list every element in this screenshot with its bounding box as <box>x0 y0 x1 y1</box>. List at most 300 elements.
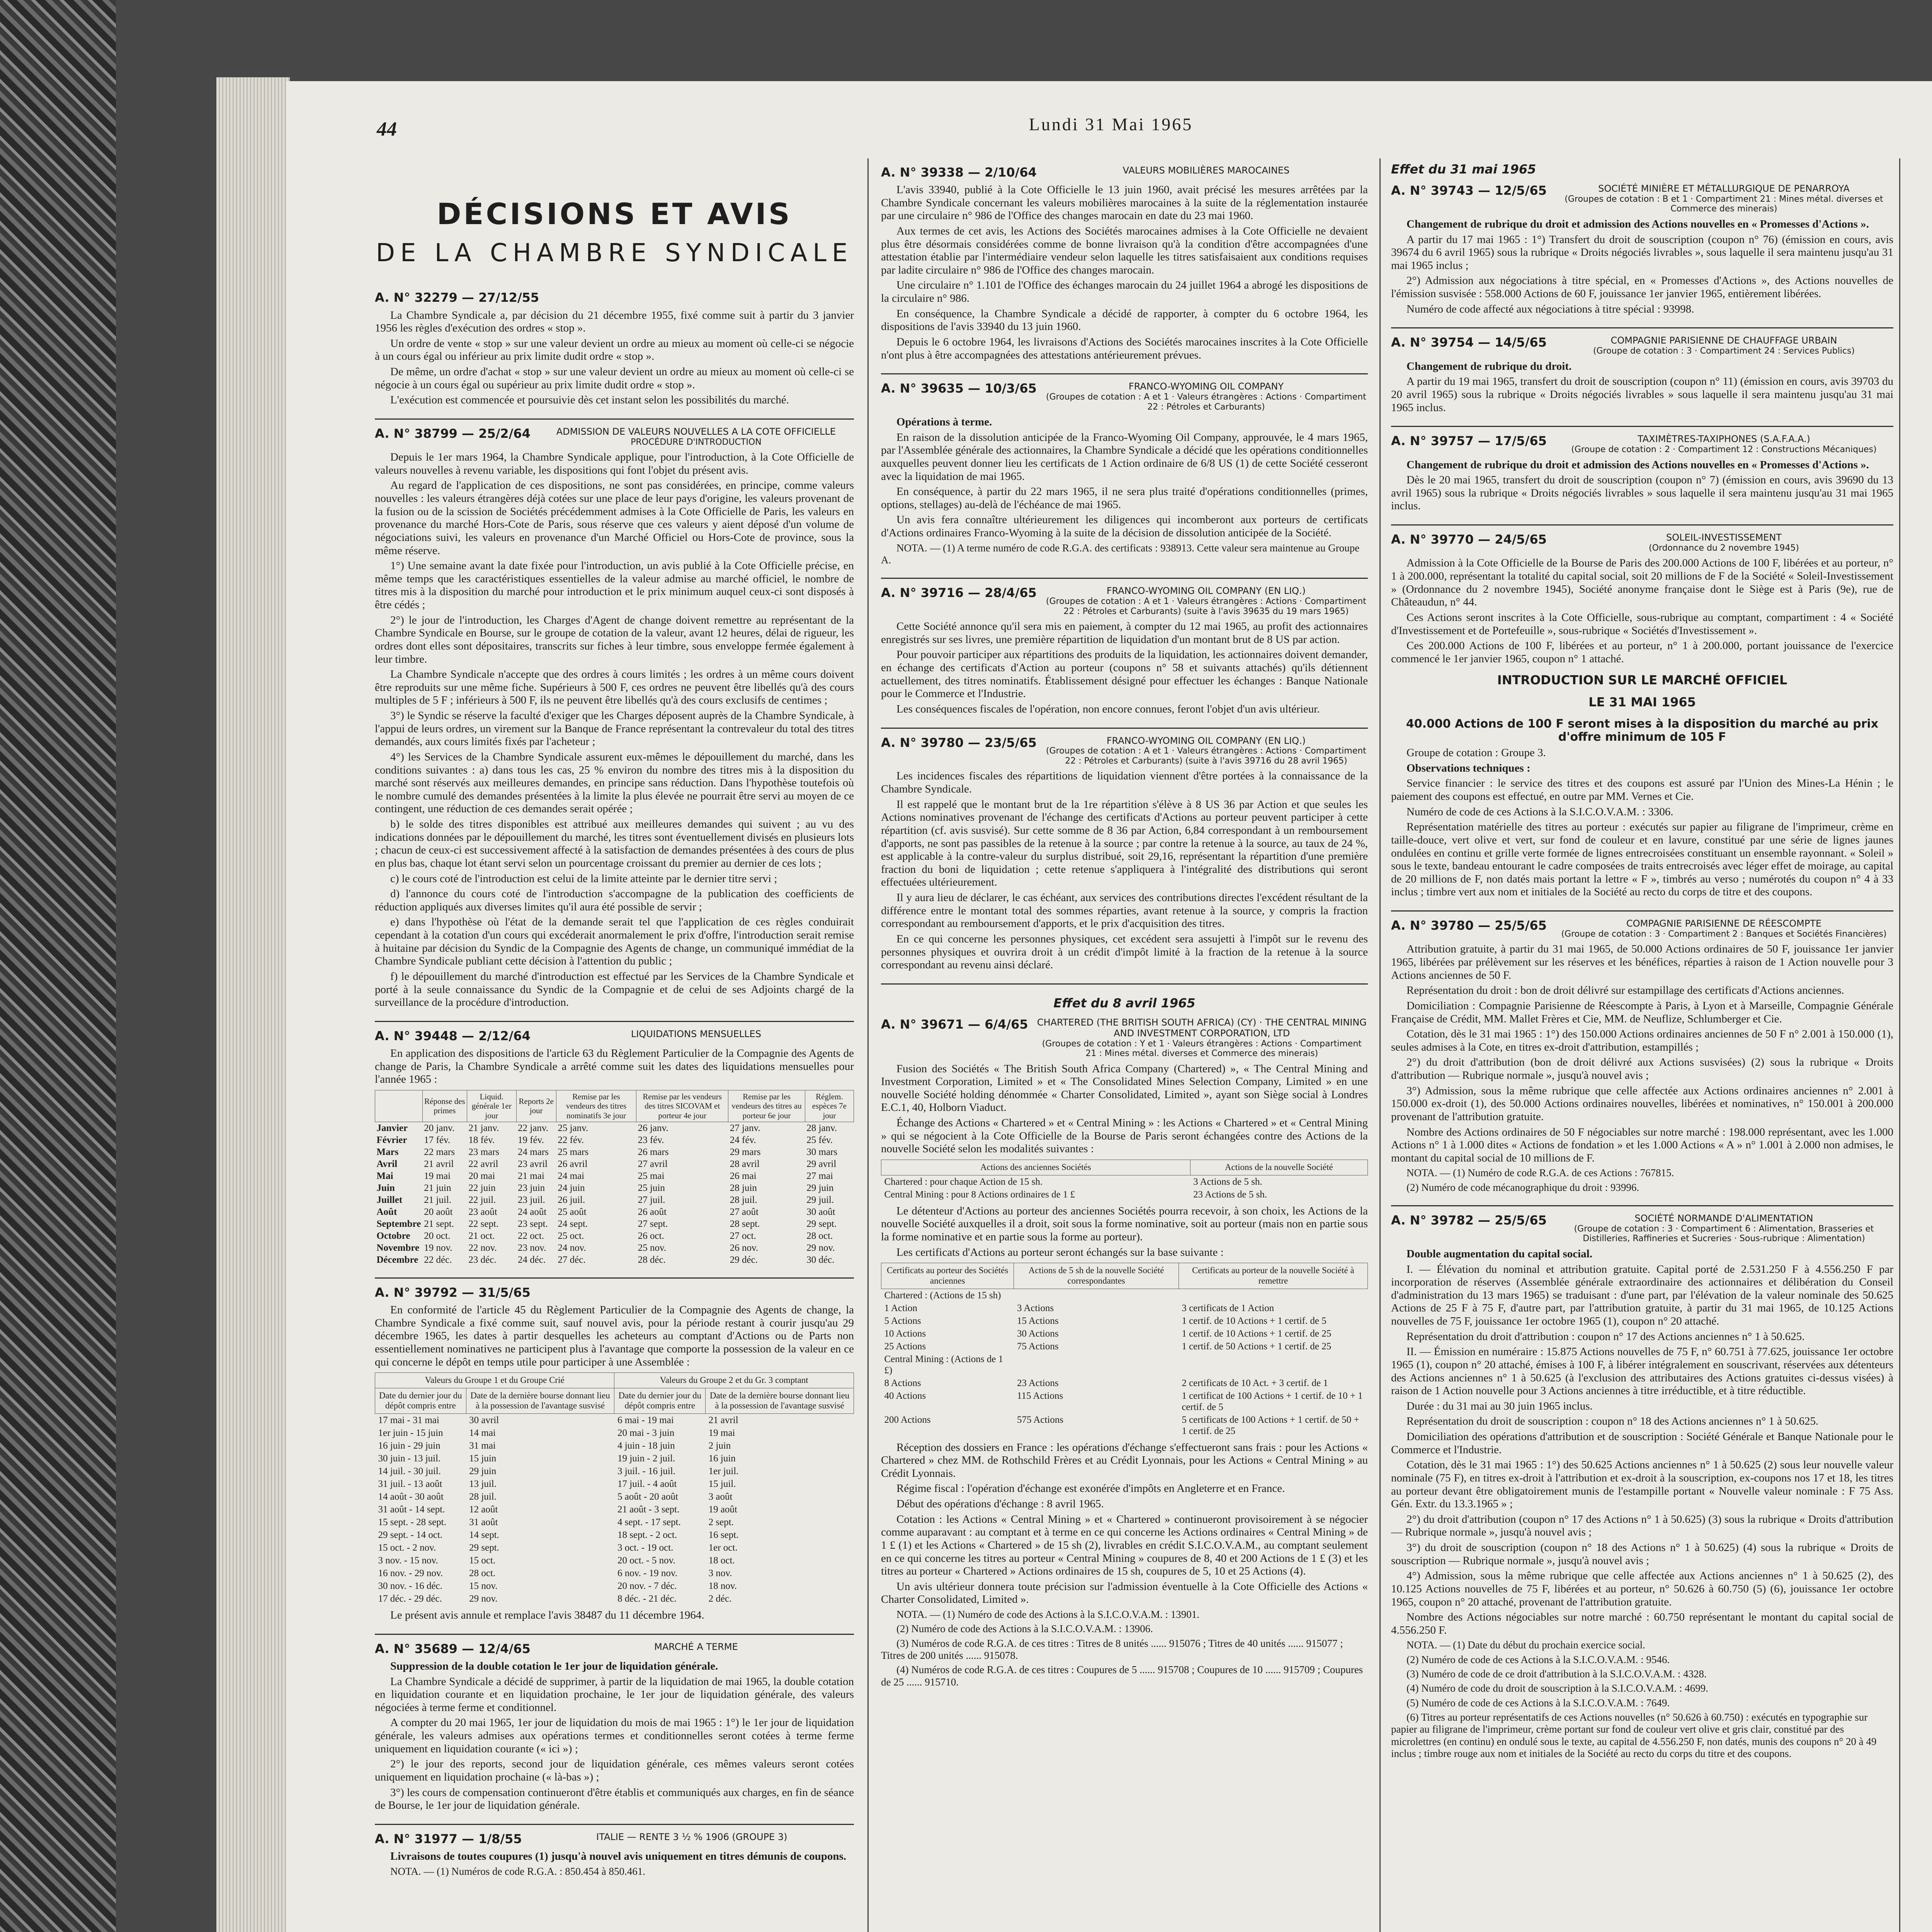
notice-para: Numéro de code de ces Actions à la S.I.C.O.V.A.M. : 3306. <box>1406 805 1673 818</box>
divider <box>1391 910 1893 912</box>
table-cell: 18 nov. <box>708 1581 737 1592</box>
effective-date-heading: Effet du 31 mai 1965 <box>1391 162 1536 177</box>
notice-title-text: SOLEIL-INVESTISSEMENT <box>1666 532 1782 543</box>
table-cell: 21 juin <box>424 1182 451 1193</box>
table-header: Réponse des primes <box>422 1090 467 1122</box>
table-cell: 28 oct. <box>806 1230 833 1241</box>
table-cell: 22 juin <box>468 1182 496 1193</box>
table-cell: 21 janv. <box>468 1122 499 1133</box>
table-cell: 28 juil. <box>730 1194 757 1205</box>
notice-39792-dates <box>375 1286 854 1622</box>
notice-31977 <box>375 1832 854 1878</box>
table-cell: 23 juin <box>518 1182 545 1193</box>
table-cell: 26 janv. <box>638 1122 668 1133</box>
column-middle <box>881 158 1368 1932</box>
effective-date-heading: Effet du 8 avril 1965 <box>1053 995 1196 1010</box>
table-row <box>375 1170 854 1182</box>
page-number: 44 <box>377 118 397 140</box>
notice-nota: (4) Numéro de code du droit de souscription à la S.I.C.O.V.A.M. : 4699. <box>1406 1682 1708 1694</box>
table-header: Actions des anciennes Sociétés <box>881 1160 1190 1175</box>
table-cell: 23 fév. <box>638 1134 664 1145</box>
notice-nota: (3) Numéros de code R.G.A. de ces titres : Titres de 8 unités ...... 915076 ; Titres de 40 unités ...... 915077 ; Titres de 200 unités ...... 915078. <box>881 1637 1343 1661</box>
notice-para: Le détenteur d'Actions au porteur des anciennes Sociétés pourra recevoir, à son choix, les Actions de la nouvelle Société auxquelles il a droit, soit sous la forme nominative, soit au porteur (mais non en partie sous la forme nominative et en partie sous la forme au porteur). <box>881 1204 1368 1243</box>
notice-39754 <box>1391 335 1893 414</box>
table-row <box>375 1182 854 1194</box>
table-cell: 27 juil. <box>638 1194 665 1205</box>
table-cell: 21 mai <box>518 1170 544 1181</box>
main-title: DÉCISIONS ET AVIS <box>437 197 792 231</box>
table-cell: 5 Actions <box>884 1315 921 1326</box>
notice-para: Un ordre de vente « stop » sur une valeur devient un ordre au mieux au moment où celle-ci se négocie à un cours égal ou inférieur au prix limite dudit ordre « stop ». <box>375 337 854 363</box>
table-cell: 20 oct. <box>424 1230 451 1241</box>
divider <box>881 983 1368 985</box>
notice-title <box>1554 184 1893 214</box>
table-cell: 31 juil. - 13 août <box>378 1479 442 1490</box>
table-cell: 27 mai <box>806 1170 833 1181</box>
table-cell: 29 déc. <box>730 1254 758 1265</box>
notice-nota: (4) Numéros de code R.G.A. de ces titres : Coupures de 5 ...... 915708 ; Coupures de 10 ...... 915709 ; Coupures de 25 ...... 915710. <box>881 1664 1363 1688</box>
table-cell: 21 avril <box>708 1415 738 1426</box>
notice-para: Admission à la Cote Officielle de la Bourse de Paris des 200.000 Actions de 100 F, libérées et au porteur, n° 1 à 200.000, représentant la totalité du capital social, soit 20 millions de F de la Société « Soleil-Investissement » (Ordonnance du 2 novembre 1945), Société anonyme française dont le Siège est à Paris (9e), rue de Châteaudun, n° 44. <box>1391 557 1893 609</box>
notice-subtitle: (Ordonnance du 2 novembre 1945) <box>1649 543 1799 553</box>
divider <box>375 1277 854 1279</box>
notice-subtitle: (Groupe de cotation : 2 · Compartiment 12 : Constructions Mécaniques) <box>1571 445 1877 455</box>
notice-para: c) le cours coté de l'introduction est celui de la limite atteinte par le dernier titre servi ; <box>390 872 777 885</box>
table-cell: 21 août - 3 sept. <box>617 1504 680 1515</box>
divider <box>375 1824 854 1825</box>
table-cell: Central Mining : pour 8 Actions ordinaires de 1 £ <box>884 1189 1075 1200</box>
notice-para: d) l'annonce du cours coté de l'introduction s'accompagne de la publication des coefficients de réduction appliqués aux diverses limites qu'il aura été possible de servir ; <box>375 888 854 913</box>
table-row <box>881 1353 1368 1377</box>
table-cell: 30 nov. - 16 déc. <box>378 1581 442 1592</box>
notice-title-text: COMPAGNIE PARISIENNE DE RÉESCOMPTE <box>1626 918 1822 929</box>
table-row <box>881 1413 1368 1437</box>
month-cell: Août <box>376 1206 397 1217</box>
table-cell: 24 nov. <box>558 1242 586 1253</box>
table-cell: 3 août <box>708 1492 733 1502</box>
table-cell: Chartered : pour chaque Action de 15 sh. <box>884 1176 1043 1187</box>
month-cell: Septembre <box>376 1218 421 1229</box>
notice-heading: Opérations à terme. <box>896 416 992 429</box>
table-cell: 16 juin - 29 juin <box>378 1440 440 1451</box>
table-cell: 26 avril <box>558 1158 588 1169</box>
notice-para: A partir du 19 mai 1965, transfert du droit de souscription (coupon n° 11) (émission en cours, avis 39703 du 20 avril 1965) sous la rubrique « Droits négociés livrables » sous laquelle il sera maintenu jusqu'au 31 mai 1965 inclus. <box>1391 375 1893 414</box>
table-cell: 22 mars <box>424 1146 455 1157</box>
notice-nota: (2) Numéro de code des Actions à la S.I.C.O.V.A.M. : 13906. <box>896 1623 1153 1635</box>
table-row <box>375 1122 854 1134</box>
notice-para: La Chambre Syndicale a décidé de supprimer, à partir de la liquidation de mai 1965, la double cotation en liquidation courante et en liquidation prochaine, le 1er jour de liquidation générale, des valeurs négociées à terme ferme et conditionnel. <box>375 1675 854 1714</box>
table-cell: 20 mai - 3 juin <box>617 1428 675 1439</box>
divider <box>375 1021 854 1022</box>
table-cell: 25 mars <box>558 1146 589 1157</box>
table-cell: 26 mai <box>730 1170 757 1181</box>
table-cell: 26 nov. <box>730 1242 759 1253</box>
table-cell: 21 avril <box>424 1158 454 1169</box>
table-cell <box>1179 1353 1367 1377</box>
notice-para: Les certificats d'Actions au porteur seront échangés sur la base suivante : <box>896 1246 1224 1259</box>
notice-title-text: ADMISSION DE VALEURS NOUVELLES A LA COTE OFFICIELLE <box>556 426 836 437</box>
table-row <box>375 1439 854 1452</box>
table-row <box>375 1146 854 1158</box>
table-cell: 115 Actions <box>1017 1390 1063 1401</box>
notice-heading: Changement de rubrique du droit et admission des Actions nouvelles en « Promesses d'Actions ». <box>1406 458 1869 471</box>
notice-para: Numéro de code affecté aux négociations à titre spécial : 93998. <box>1406 303 1694 315</box>
notice-nota: NOTA. — (1) Numéro de code R.G.A. de ces Actions : 767815. <box>1406 1167 1674 1179</box>
month-cell: Janvier <box>376 1122 408 1133</box>
table-cell: 17 mai - 31 mai <box>378 1415 439 1426</box>
table-cell: 19 juin - 2 juil. <box>617 1453 675 1464</box>
table-header: Remise par les vendeurs des titres nominatifs 3e jour <box>556 1090 636 1122</box>
table-header: Actions de 5 sh de la nouvelle Société correspondantes <box>1014 1263 1179 1289</box>
table-cell: 17 déc. - 29 déc. <box>378 1594 442 1604</box>
table-cell: 18 oct. <box>708 1555 735 1566</box>
table-cell: 25 Actions <box>884 1341 926 1352</box>
month-cell: Décembre <box>376 1254 418 1265</box>
table-cell: 14 août - 30 août <box>378 1492 444 1502</box>
table-cell: 29 sept. <box>806 1218 837 1229</box>
notice-nota: (6) Titres au porteur représentatifs de ces Actions nouvelles (n° 50.626 à 60.750) : exécutés en typographie sur papier au filigrane de l'imprimeur, crème portant sur fond de couleur vert olive et gris clair, constitué par des microlettres (en continu) en ondulé sous le texte, au capital de 4.556.250 F, non datés, munis des coupons n° 20 à 49 inclus ; timbre rouge aux nom et initiales de la Société au recto du corps du titre et des coupons. <box>1391 1711 1877 1759</box>
table-cell: 15 oct. <box>469 1555 496 1566</box>
table-cell: 13 juil. <box>469 1479 497 1490</box>
notice-heading: Livraisons de toutes coupures (1) jusqu'à nouvel avis uniquement en titres démunis de coupons. <box>390 1850 847 1862</box>
notice-ref: A. N° 39743 — 12/5/65 <box>1391 183 1547 198</box>
table-cell: 19 mai <box>708 1428 735 1439</box>
notice-subtitle: (Groupe de cotation : 3 · Compartiment 24 : Services Publics) <box>1593 346 1855 356</box>
table-row <box>375 1414 854 1427</box>
column-left <box>375 158 854 1932</box>
table-row <box>375 1230 854 1242</box>
notice-title: VALEURS MOBILIÈRES MAROCAINES <box>1122 165 1290 176</box>
table-cell: 28 avril <box>730 1158 760 1169</box>
table-row <box>375 1452 854 1465</box>
table-row <box>881 1389 1368 1413</box>
table-cell: 26 mars <box>638 1146 669 1157</box>
divider <box>375 418 854 420</box>
certificates-table <box>881 1263 1368 1437</box>
notice-subtitle: (Groupes de cotation : A et 1 · Valeurs étrangères : Actions · Compartiment 22 : Pétroles et Carburants) (suite à l'avis 39635 du 19 mars 1965) <box>1046 597 1366 616</box>
notice-title-text: SOCIÉTÉ NORMANDE D'ALIMENTATION <box>1634 1213 1813 1224</box>
notice-para: Il y aura lieu de déclarer, le cas échéant, aux services des contributions directes l'excédent résultant de la différence entre le montant total des sommes réparties, avant retenue à la source, y compris la fraction correspondant au remboursement d'apports, et le prix d'acquisition des titres. <box>881 891 1368 930</box>
table-cell: 31 août <box>469 1517 498 1528</box>
notice-title <box>1554 918 1893 939</box>
table-row <box>881 1175 1368 1188</box>
table-row <box>375 1541 854 1554</box>
notice-39757 <box>1391 434 1893 513</box>
notice-para: En raison de la dissolution anticipée de la Franco-Wyoming Oil Company, approuvée, le 4 mars 1965, par l'Assemblée générale des actionnaires, la Chambre Syndicale a décidé que les opérations conditionnelles auxquelles peuvent donner lieu les certificats de 1 Action ordinaire de 6/8 US (1) de cette Société cesseront avec la liquidation de mai 1965. <box>881 431 1368 483</box>
table-cell: 1 Action <box>884 1303 917 1313</box>
notice-para: 1°) Une semaine avant la date fixée pour l'introduction, un avis publié à la Cote Officielle précise, en même temps que les caractéristiques essentielles de la valeur admise au marché officiel, le nombre de titres mis à la disposition du marché pour introduction et le prix minimum auquel ceux-ci sont disposés à être cédés ; <box>375 560 854 611</box>
notice-39782 <box>1391 1213 1893 1760</box>
notice-39448 <box>375 1029 854 1266</box>
table-header: Valeurs du Groupe 1 et du Groupe Crié <box>375 1373 614 1388</box>
notice-heading: Changement de rubrique du droit. <box>1406 360 1572 372</box>
table-cell: 15 juil. <box>708 1479 736 1490</box>
notice-subtitle: (Groupe de cotation : 3 · Compartiment 6 : Alimentation, Brasseries et Distilleries, Raffineries et Sucreries · Sous-rubrique : Alimentation) <box>1574 1224 1874 1244</box>
notice-nota: NOTA. — (1) A terme numéro de code R.G.A. des certificats : 938913. Cette valeur sera maintenue au Groupe A. <box>881 542 1360 566</box>
notice-para: En application des dispositions de l'article 63 du Règlement Particulier de la Compagnie des Agents de change de Paris, la Chambre Syndicale a arrêté comme suit les dates des liquidations mensuelles pour l'année 1965 : <box>375 1047 854 1086</box>
marbled-cover <box>0 0 116 1932</box>
notice-para: A partir du 17 mai 1965 : 1°) Transfert du droit de souscription (coupon n° 76) (émission en cours, avis 39674 du 6 avril 1965) sous la rubrique « Droits négociés livrables », sous laquelle il sera maintenu jusqu'au 31 mai 1965 inclus ; <box>1391 233 1893 272</box>
table-cell: 28 oct. <box>469 1568 496 1579</box>
notice-para: Durée : du 31 mai au 30 juin 1965 inclus. <box>1406 1400 1593 1412</box>
notice-title-text: FRANCO-WYOMING OIL COMPANY <box>1128 381 1284 392</box>
table-header: Actions de la nouvelle Société <box>1190 1160 1367 1175</box>
notice-para: Il est rappelé que le montant brut de la 1re répartition s'élève à 8 US 36 par Action et que seules les Actions nominatives provenant de l'échange des certificats d'Actions au porteur peuvent participer à cette répartition (cf. avis susvisé). Sur cette somme de 8 36 par Action, 6,84 correspondant à un remboursement d'apports, ne sont pas passibles de la retenue à la source ; par contre la retenue à la source, au taux de 24 %, est applicable à la contre-valeur du surplus distribué, soit 29,16, représentant la répartition d'une première fraction du boni de liquidation ; cette retenue s'appliquera à l'intégralité des distributions qui seront effectuées ultérieurement. <box>881 798 1368 889</box>
table-cell: 29 nov. <box>469 1594 498 1604</box>
table-cell: 23 mars <box>468 1146 500 1157</box>
table-cell: 23 nov. <box>518 1242 546 1253</box>
table-row <box>375 1206 854 1218</box>
table-cell: 3 nov. - 15 nov. <box>378 1555 438 1566</box>
notice-title: ITALIE — RENTE 3 ½ % 1906 (GROUPE 3) <box>596 1831 787 1842</box>
notice-title-text: SOCIÉTÉ MINIÈRE ET MÉTALLURGIQUE DE PENARROYA <box>1598 183 1850 194</box>
main-subtitle: DE LA CHAMBRE SYNDICALE <box>376 239 853 268</box>
table-cell: 23 Actions <box>1017 1378 1059 1388</box>
notice-para: 3°) du droit de souscription (coupon n° 18 des Actions n° 1 à 50.625) (4) sous la rubrique « Droits de souscription — Rubrique normale », jusqu'à nouvel avis ; <box>1391 1541 1893 1567</box>
table-cell: 19 fév. <box>518 1134 544 1145</box>
table-cell: 15 nov. <box>469 1581 498 1592</box>
table-cell: 26 juil. <box>558 1194 585 1205</box>
notice-para: Aux termes de cet avis, les Actions des Sociétés marocaines admises à la Cote Officielle ne devaient plus être désormais considérées comme de bonne livraison qu'à la condition d'être accompagnées d'une attestation établie par l'intermédiaire vendeur selon laquelle les titres satisfaisaient aux conditions requises par ladite circulaire n° 986 de l'Office des changes marocain. <box>881 224 1368 276</box>
table-cell: 27 janv. <box>730 1122 760 1133</box>
notice-title <box>1554 434 1893 454</box>
table-cell: 40 Actions <box>884 1390 926 1401</box>
table-cell: 23 déc. <box>468 1254 497 1265</box>
notice-para: La Chambre Syndicale n'accepte que des ordres à cours limités ; les ordres à un même cours doivent être reproduits sur une même fiche. Supérieurs à 500 F, ces ordres ne peuvent être libellés qu'à des cours multiples de 5 F ; inférieurs à 500 F, ils ne peuvent être libellés qu'à des cours exclusifs de centimes ; <box>375 668 854 707</box>
table-cell: 21 oct. <box>468 1230 495 1241</box>
notice-heading: Observations techniques : <box>1406 762 1531 774</box>
table-cell: 75 Actions <box>1017 1341 1059 1352</box>
notice-39780-cpr <box>1391 918 1893 1194</box>
notice-nota: (3) Numéro de code de ce droit d'attribution à la S.I.C.O.V.A.M. : 4328. <box>1406 1668 1707 1680</box>
notice-39635 <box>881 381 1368 566</box>
notice-para: Représentation du droit d'attribution : coupon n° 17 des Actions anciennes n° 1 à 50.625. <box>1406 1330 1805 1343</box>
table-row <box>881 1377 1368 1389</box>
table-cell: 18 sept. - 2 oct. <box>617 1530 677 1541</box>
table-cell: 29 sept. - 14 oct. <box>378 1530 443 1541</box>
table-cell: 19 mai <box>424 1170 451 1181</box>
table-row <box>881 1315 1368 1327</box>
table-row <box>375 1529 854 1541</box>
table-cell: 26 août <box>638 1206 667 1217</box>
notice-para: Au regard de l'application de ces dispositions, ne sont pas considérées, en principe, comme valeurs nouvelles : les valeurs étrangères déjà cotées sur une place de leur pays d'origine, les valeurs provenant de la fusion ou de la scission de Sociétés précédemment admises à la Cote Officielle de Paris, les valeurs en provenance du marché Hors-Cote de Paris, sous réserve que ces valeurs y aient déposé d'un volume de négociations suivi, les valeurs en provenance d'un Marché Officiel ou Hors-Cote de province, sous la même réserve. <box>375 479 854 557</box>
notice-ref: A. N° 39448 — 2/12/64 <box>375 1028 531 1043</box>
table-cell: 14 mai <box>469 1428 496 1439</box>
notice-para: Service financier : le service des titres et des coupons est assuré par l'Union des Mines-La Hénin ; le paiement des coupons est effectué, en outre par MM. Vernes et Cie. <box>1391 777 1893 803</box>
notice-para: Depuis le 1er mars 1964, la Chambre Syndicale applique, pour l'introduction, à la Cote Officielle de valeurs nouvelles à revenu variable, les dispositions qui font l'objet du présent avis. <box>375 451 854 476</box>
table-cell: 18 fév. <box>468 1134 495 1145</box>
notice-32279 <box>375 291 854 406</box>
divider <box>375 1634 854 1635</box>
table-header: Remise par les vendeurs des titres SICOVAM et porteur 4e jour <box>636 1090 728 1122</box>
notice-heading: Suppression de la double cotation le 1er jour de liquidation générale. <box>390 1660 718 1672</box>
table-cell: 6 mai - 19 mai <box>617 1415 674 1426</box>
notice-ref: A. N° 39716 — 28/4/65 <box>881 585 1037 600</box>
notice-ref: A. N° 39757 — 17/5/65 <box>1391 434 1547 449</box>
notice-title <box>1554 335 1893 356</box>
table-cell: 30 déc. <box>806 1254 835 1265</box>
notice-title-text: TAXIMÈTRES-TAXIPHONES (S.A.F.A.A.) <box>1637 434 1810 445</box>
divider <box>1391 426 1893 427</box>
notice-para: Domiciliation des opérations d'attribution et de souscription : Société Générale et Banque Nationale pour le Commerce et l'Industrie. <box>1391 1430 1893 1456</box>
month-cell: Octobre <box>376 1230 410 1241</box>
notice-para: Cette Société annonce qu'il sera mis en paiement, à compter du 12 mai 1965, au profit des actionnaires enregistrés sur ses livres, une première répartition de liquidation d'un montant brut de 8 US par action. <box>881 620 1368 646</box>
divider <box>1391 1205 1893 1206</box>
table-row <box>375 1254 854 1266</box>
table-cell: 27 avril <box>638 1158 668 1169</box>
table-row <box>375 1503 854 1516</box>
notice-para: Les conséquences fiscales de l'opération, non encore connues, feront l'objet d'un avis ultérieur. <box>896 702 1320 715</box>
table-cell: 26 oct. <box>638 1230 664 1241</box>
table-cell: 8 Actions <box>884 1378 921 1388</box>
notice-nota: (2) Numéro de code de ces Actions à la S.I.C.O.V.A.M. : 9546. <box>1406 1653 1670 1665</box>
table-cell: 16 juin <box>708 1453 736 1464</box>
divider <box>881 373 1368 374</box>
notice-para: 2°) du droit d'attribution (coupon n° 17 des Actions n° 1 à 50.625) (3) sous la rubrique « Droits d'attribution — Rubrique normale », jusqu'à nouvel avis ; <box>1391 1513 1893 1539</box>
notice-para: 3°) Admission, sous la même rubrique que celle affectée aux Actions ordinaires anciennes n° 2.001 à 150.000 ex-droit (1), des 50.000 Actions ordinaires nouvelles, libérées et nominatives, n° 150.001 à 200.000 provenant de l'attribution gratuite. <box>1391 1084 1893 1123</box>
table-cell: 30 Actions <box>1017 1328 1059 1339</box>
table-cell: 22 sept. <box>468 1218 499 1229</box>
notice-title <box>1554 532 1893 553</box>
table-cell: 25 août <box>558 1206 587 1217</box>
table-header: Liquid. générale 1er jour <box>467 1090 516 1122</box>
notice-para: f) le dépouillement du marché d'introduction est effectué par les Services de la Chambre Syndicale et porté à la seule connaissance du Syndic de la Compagnie et de celui de ses Adjoints chargé de la surveillance de la procédure d'introduction. <box>375 970 854 1009</box>
month-cell: Juin <box>376 1182 395 1193</box>
notice-para: 2°) le jour des reports, second jour de liquidation générale, ces mêmes valeurs seront cotées uniquement en liquidation prochaine (« là-bas ») ; <box>375 1758 854 1783</box>
table-cell: 25 janv. <box>558 1122 588 1133</box>
table-cell: 2 certificats de 10 Act. + 3 certif. de 1 <box>1182 1378 1328 1388</box>
notice-para: Nombre des Actions négociables sur notre marché : 60.750 représentant le montant du capital social de 4.556.250 F. <box>1391 1611 1893 1636</box>
table-row <box>375 1554 854 1567</box>
table-cell: 17 fév. <box>424 1134 451 1145</box>
table-cell: 29 avril <box>806 1158 837 1169</box>
notice-title <box>1554 1213 1893 1244</box>
table-cell: 3 Actions <box>1017 1303 1054 1313</box>
notice-para: En ce qui concerne les personnes physiques, cet excédent sera assujetti à l'impôt sur le revenu des personnes physiques et ouvrira droit à un crédit d'impôt limité à la fraction de la retenue à la source correspondant au revenu ainsi déclaré. <box>881 932 1368 971</box>
notice-para: En conséquence, la Chambre Syndicale a décidé de rapporter, à compter du 6 octobre 1964, les dispositions de l'avis 33940 du 13 juin 1960. <box>881 307 1368 333</box>
table-cell: 22 avril <box>468 1158 498 1169</box>
table-cell: 19 nov. <box>424 1242 452 1253</box>
table-cell: 30 avril <box>469 1415 499 1426</box>
table-row <box>375 1194 854 1206</box>
table-cell: 23 Actions de 5 sh. <box>1193 1189 1267 1200</box>
table-cell: 27 oct. <box>730 1230 756 1241</box>
table-row <box>375 1242 854 1254</box>
notice-ref: A. N° 39782 — 25/5/65 <box>1391 1213 1547 1228</box>
column-rule <box>867 158 869 1932</box>
table-cell: 20 janv. <box>424 1122 455 1133</box>
notice-para: Représentation matérielle des titres au porteur : exécutés sur papier au filigrane de l'imprimeur, crème en taille-douce, vert olive et vert, sur fond de couleur et en lavure, constitué par une série de lignes jaunes ondulées en continu et grille verte formée de lignes entrecroisées constituant un ensemble rayonnant. « Soleil » sous le texte, bandeau entourant le cadre composées de traits entrecroisés avec léger effet de moirage, au capital de 20 millions de F, non datés mais portant la lettre « F », timbrés au verso ; numérotés du coupon n° 4 à 33 inclus ; timbre vert aux nom et initiales de la Société au recto du corps de titre et des coupons. <box>1391 821 1893 898</box>
table-row <box>881 1302 1368 1315</box>
notice-para: Un avis ultérieur donnera toute précision sur l'admission éventuelle à la Cote Officielle des Actions « Charter Consolidated, Limited ». <box>881 1580 1368 1606</box>
table-cell <box>1014 1289 1179 1302</box>
notice-ref: A. N° 39338 — 2/10/64 <box>881 165 1037 180</box>
notice-para: Un avis fera connaître ultérieurement les diligences qui incomberont aux porteurs de certificats d'Actions ordinaires Franco-Wyoming à la suite de la décision de dissolution anticipée de la Société. <box>881 514 1368 539</box>
notice-para: La Chambre Syndicale a, par décision du 21 décembre 1955, fixé comme suit à partir du 3 janvier 1956 les règles d'exécution des ordres « stop ». <box>375 309 854 335</box>
divider <box>1391 524 1893 526</box>
table-cell: 30 mars <box>806 1146 838 1157</box>
table-cell: 22 juil. <box>468 1194 496 1205</box>
notice-para: Attribution gratuite, à partir du 31 mai 1965, de 50.000 Actions ordinaires de 50 F, jouissance 1er janvier 1965, libérées par prélèvement sur les réserves et les bénéfices, réparties à raison de 1 Action nouvelle pour 3 Actions anciennes de 50 F. <box>1391 943 1893 981</box>
notice-ref: A. N° 38799 — 25/2/64 <box>375 426 531 441</box>
running-date: Lundi 31 Mai 1965 <box>1029 114 1193 134</box>
notice-para: Début des opérations d'échange : 8 avril 1965. <box>896 1498 1104 1510</box>
notice-para: I. — Élévation du nominal et attribution gratuite. Capital porté de 2.531.250 F à 4.556.250 F par incorporation de réserves (Assemblée générale extraordinaire des actionnaires et délibération du Conseil d'administration du 13 mars 1965) se traduisant : d'une part, par l'élévation de la valeur nominale des 50.625 Actions de 25 F à 75 F, d'autre part, par l'attribution gratuite, à partir du 31 mai 1965, de 10.125 Actions nouvelles de 75 F, jouissance 1er octobre 1965 (1), coupon n° 20 attaché. <box>1391 1263 1893 1328</box>
notice-subtitle: (Groupes de cotation : A et 1 · Valeurs étrangères : Actions · Compartiment 22 : Pétroles et Carburants) <box>1046 392 1366 412</box>
table-cell: 25 oct. <box>558 1230 584 1241</box>
table-cell: Chartered : (Actions de 15 sh) <box>884 1290 1001 1301</box>
table-header: Certificats au porteur des Sociétés anciennes <box>881 1263 1014 1289</box>
table-cell: 27 août <box>730 1206 759 1217</box>
notice-subtitle: (Groupe de cotation : 3 · Compartiment 2 : Banques et Sociétés Financières) <box>1561 929 1887 939</box>
notice-para: 3°) les cours de compensation continueront d'être établis et communiqués aux charges, en fin de séance de Bourse, le 1er jour de liquidation générale. <box>375 1786 854 1812</box>
notice-nota: NOTA. — (1) Numéro de code des Actions à la S.I.C.O.V.A.M. : 13901. <box>896 1609 1199 1620</box>
table-row <box>375 1580 854 1592</box>
table-header: Remise par les vendeurs des titres au porteur 6e jour <box>728 1090 805 1122</box>
table-cell: 1 certif. de 10 Actions + 1 certif. de 25 <box>1182 1328 1332 1339</box>
notice-ref: A. N° 32279 — 27/12/55 <box>375 290 539 305</box>
table-cell: 24 sept. <box>558 1218 588 1229</box>
notice-para: Domiciliation : Compagnie Parisienne de Réescompte à Paris, à Lyon et à Marseille, Compagnie Générale Française de Crédit, MM. Mallet Frères et Cie, MM. de Neuflize, Schlumberger et Cie. <box>1391 999 1893 1025</box>
table-cell: 17 juil. - 4 août <box>617 1479 677 1490</box>
notice-para: Depuis le 6 octobre 1964, les livraisons d'Actions des Sociétés marocaines inscrites à la Cote Officielle n'ont plus à être accompagnées des attestations antérieurement prévues. <box>881 335 1368 361</box>
notice-39743 <box>1391 184 1893 316</box>
table-cell: 14 juil. - 30 juil. <box>378 1466 441 1477</box>
table-cell: 29 mars <box>730 1146 761 1157</box>
table-cell: 24 juin <box>558 1182 585 1193</box>
notice-para: e) dans l'hypothèse où l'état de la demande serait tel que l'application de ces règles conduirait cependant à la cotation d'un cours qui excéderait anormalement le prix d'offre, l'introduction serait remise à huitaine par décision du Syndic de la Compagnie des Agents de change, un communiqué immédiat de la Chambre Syndicale publiant cette décision à l'attention du public ; <box>375 916 854 968</box>
month-cell: Avril <box>376 1158 398 1169</box>
table-header <box>375 1090 423 1122</box>
table-cell: 24 déc. <box>518 1254 546 1265</box>
table-cell: 28 juin <box>730 1182 757 1193</box>
table-header: Réglem. espèces 7e jour <box>805 1090 854 1122</box>
notice-title-text: CHARTERED (THE BRITISH SOUTH AFRICA) (CY) · THE CENTRAL MINING AND INVESTMENT CORPORATION, LTD <box>1037 1017 1367 1039</box>
table-row <box>375 1592 854 1605</box>
table-cell: 8 déc. - 21 déc. <box>617 1594 677 1604</box>
notice-para: En conséquence, à partir du 22 mars 1965, il ne sera plus traité d'opérations conditionnelles (primes, options, stellages) au-delà de l'échéance de mai 1965. <box>881 485 1368 511</box>
introduction-date: LE 31 MAI 1965 <box>1588 695 1696 710</box>
notice-para: Représentation du droit : bon de droit délivré sur estampillage des certificats d'Actions anciennes. <box>1406 984 1844 997</box>
notice-title-text: COMPAGNIE PARISIENNE DE CHAUFFAGE URBAIN <box>1611 335 1837 346</box>
notice-39780-fw <box>881 736 1368 972</box>
table-cell: 22 déc. <box>424 1254 452 1265</box>
table-cell: 1 certificat de 100 Actions + 1 certif. de 10 + 1 certif. de 5 <box>1182 1390 1363 1412</box>
notice-nota: (5) Numéro de code de ces Actions à la S.I.C.O.V.A.M. : 7649. <box>1406 1697 1670 1709</box>
table-cell: 1 certif. de 10 Actions + 1 certif. de 5 <box>1182 1315 1327 1326</box>
introduction-heading: INTRODUCTION SUR LE MARCHÉ OFFICIEL <box>1497 673 1787 688</box>
table-cell: 31 mai <box>469 1440 496 1451</box>
notice-39671 <box>881 1017 1368 1688</box>
table-cell: 28 juil. <box>469 1492 497 1502</box>
notice-para: Cotation, dès le 31 mai 1965 : 1°) des 50.625 Actions anciennes n° 1 à 50.625 (2) sous leur nouvelle valeur nominale (75 F), en titres ex-droit à l'attribution et ex-droit à la souscription, ex-coupons nos 17 et 18, les titres au porteur devant être obligatoirement munis de l'estampille portant « Nouvelle valeur nominale : F 75 Ass. Gén. Extr. du 13.3.1965 » ; <box>1391 1459 1893 1510</box>
table-cell: 1er oct. <box>708 1543 738 1553</box>
notice-para: Le présent avis annule et remplace l'avis 38487 du 11 décembre 1964. <box>390 1609 704 1622</box>
table-cell: 20 oct. - 5 nov. <box>617 1555 675 1566</box>
notice-para: 2°) Admission aux négociations à titre spécial, en « Promesses d'Actions », des Actions nouvelles de l'émission susvisée : 558.000 Actions de 60 F, jouissance 1er janvier 1965, entièrement libérées. <box>1391 274 1893 300</box>
table-row <box>375 1478 854 1490</box>
table-cell: 30 août <box>806 1206 835 1217</box>
table-cell: 5 certificats de 100 Actions + 1 certif. de 50 + 1 certif. de 25 <box>1182 1414 1359 1436</box>
table-cell: 29 juil. <box>806 1194 834 1205</box>
notice-39770 <box>1391 532 1893 899</box>
notice-title <box>1044 586 1368 616</box>
deposit-dates-table <box>375 1372 854 1605</box>
notice-para: Cotation : les Actions « Central Mining » et « Chartered » continueront provisoirement à se négocier comme auparavant : au comptant et à terme en ce qui concerne les Actions ordinaires « Central Mining » de 1 £ (1) et les Actions « Chartered » de 15 sh (2), livrables en crédit S.I.C.O.V.A.M., au comptant seulement en ce qui concerne les titres au porteur « Central Mining » coupures de 8, 40 et 200 Actions de 1 £ (3) et les titres au porteur « Chartered » Actions ordinaires de 15 sh, coupures de 5, 10 et 25 Actions (4). <box>881 1513 1368 1578</box>
table-cell: 29 nov. <box>806 1242 835 1253</box>
column-right <box>1391 158 1893 1932</box>
notice-title-text: FRANCO-WYOMING OIL COMPANY (EN LIQ.) <box>1106 735 1306 746</box>
